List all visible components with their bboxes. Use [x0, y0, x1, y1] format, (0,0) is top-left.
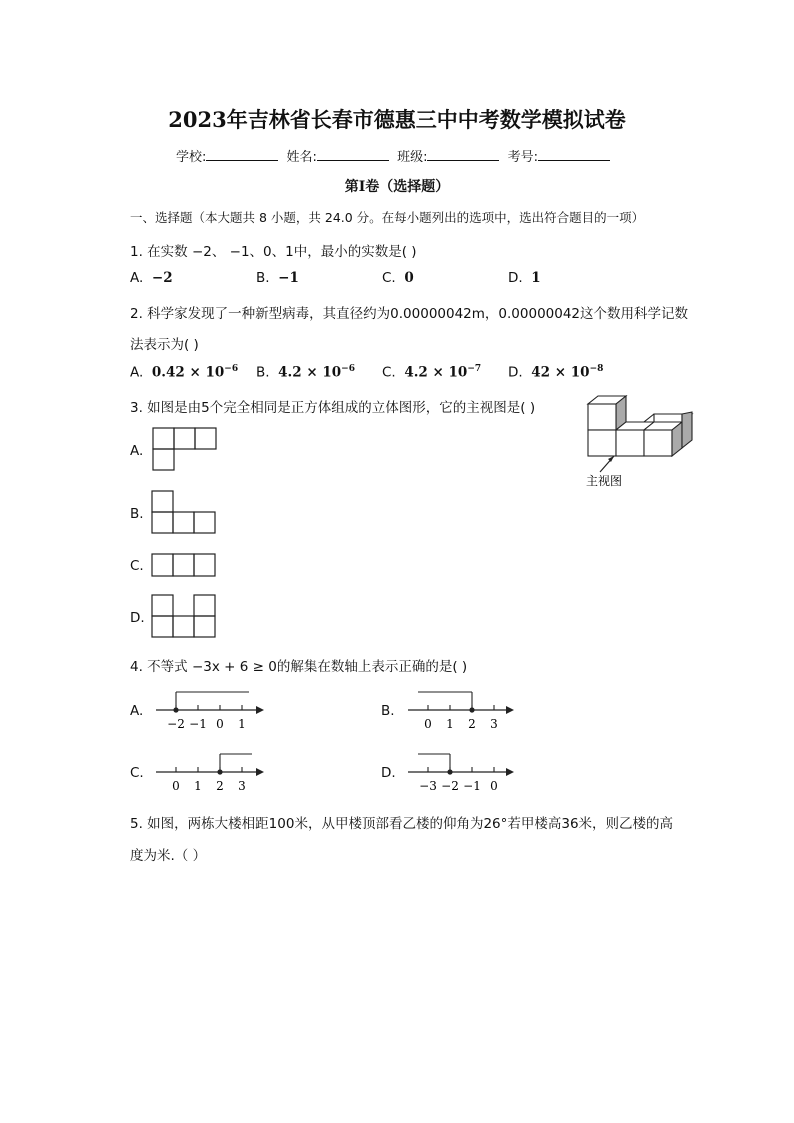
cube-solid-figure — [578, 392, 696, 490]
q3-option-d-label: D. — [130, 610, 145, 626]
q4-option-a-numberline — [152, 686, 272, 732]
q2-option-d: D. $42 \times 10^{-8}$ — [508, 364, 604, 381]
q4-option-c-numberline — [152, 748, 272, 794]
q4b-tick-label: 1 — [446, 717, 454, 731]
q4c-tick-label: 0 — [172, 779, 180, 793]
q4c-tick-label: 2 — [216, 779, 224, 793]
q3-option-b-figure — [151, 490, 219, 536]
class-blank[interactable] — [427, 148, 499, 161]
page-title: 2023年吉林省长春市德惠三中中考数学模拟试卷 — [168, 107, 626, 132]
student-info-line — [176, 146, 614, 165]
q3-option-c-figure — [151, 553, 219, 578]
name-label: 姓名: — [286, 150, 317, 165]
q4a-tick-label: 1 — [238, 717, 246, 731]
question-3-text: 3. 如图是由5个完全相同是正方体组成的立体图形，它的主视图是( ) — [130, 400, 536, 416]
q4-option-c-label: C. — [130, 765, 144, 781]
exam-no-label: 考号: — [507, 150, 538, 165]
q4b-tick-label: 0 — [424, 717, 432, 731]
q4-option-b-label: B. — [381, 703, 395, 719]
q4-option-b-numberline — [404, 686, 524, 732]
q1-option-c: C. 0 — [382, 270, 414, 286]
volume-title: 第I卷（选择题） — [344, 179, 450, 195]
question-5-line1: 5. 如图，两栋大楼相距100米，从甲楼顶部看乙楼的仰角为26°若甲楼高36米，则乙楼的高 — [130, 816, 674, 832]
q4-option-d-numberline — [404, 748, 524, 794]
q4d-tick-label: −3 — [419, 779, 437, 793]
q4c-tick-label: 3 — [238, 779, 246, 793]
question-4-text: 4. 不等式 −3x + 6 ≥ 0的解集在数轴上表示正确的是( ) — [130, 659, 468, 675]
question-2-line2: 法表示为( ) — [130, 337, 199, 353]
q4a-tick-label: −1 — [189, 717, 207, 731]
q4d-tick-label: 0 — [490, 779, 498, 793]
q3-option-d-figure — [151, 594, 219, 640]
name-blank[interactable] — [317, 148, 389, 161]
question-1-text: 1. 在实数 −2、 −1、0、1中，最小的实数是( ) — [130, 244, 417, 260]
q2-option-a: A. $0.42 \times 10^{-6}$ — [130, 364, 239, 381]
q3-option-a-label: A. — [130, 443, 144, 459]
q3-option-b-label: B. — [130, 506, 144, 522]
q4b-tick-label: 2 — [468, 717, 476, 731]
figure-caption: 主视图 — [586, 474, 623, 488]
q3-option-a-figure — [152, 427, 220, 473]
school-blank[interactable] — [206, 148, 278, 161]
q1-option-d: D. 1 — [508, 270, 541, 286]
school-label: 学校: — [176, 150, 207, 165]
q1-option-a: A. −2 — [130, 270, 173, 286]
q4b-tick-label: 3 — [490, 717, 498, 731]
q4d-tick-label: −2 — [441, 779, 459, 793]
question-2-line1: 2. 科学家发现了一种新型病毒，其直径约为0.00000042m，0.00000042这个数用科学记数 — [130, 306, 689, 322]
q4a-tick-label: −2 — [167, 717, 185, 731]
q4a-tick-label: 0 — [216, 717, 224, 731]
q3-option-c-label: C. — [130, 558, 144, 574]
q2-option-b: B. $4.2 \times 10^{-6}$ — [256, 364, 355, 381]
section-heading: 一、选择题（本大题共 8 小题，共 24.0 分。在每小题列出的选项中，选出符合题目的一项） — [130, 210, 645, 225]
q4-option-d-label: D. — [381, 765, 396, 781]
q4-option-a-label: A. — [130, 703, 144, 719]
q2-option-c: C. $4.2 \times 10^{-7}$ — [382, 364, 482, 381]
class-label: 班级: — [397, 150, 428, 165]
question-5-line2: 度为米.（ ） — [130, 848, 207, 864]
q4d-tick-label: −1 — [463, 779, 481, 793]
q1-option-b: B. −1 — [256, 270, 299, 286]
exam-no-blank[interactable] — [538, 148, 610, 161]
q4c-tick-label: 1 — [194, 779, 202, 793]
